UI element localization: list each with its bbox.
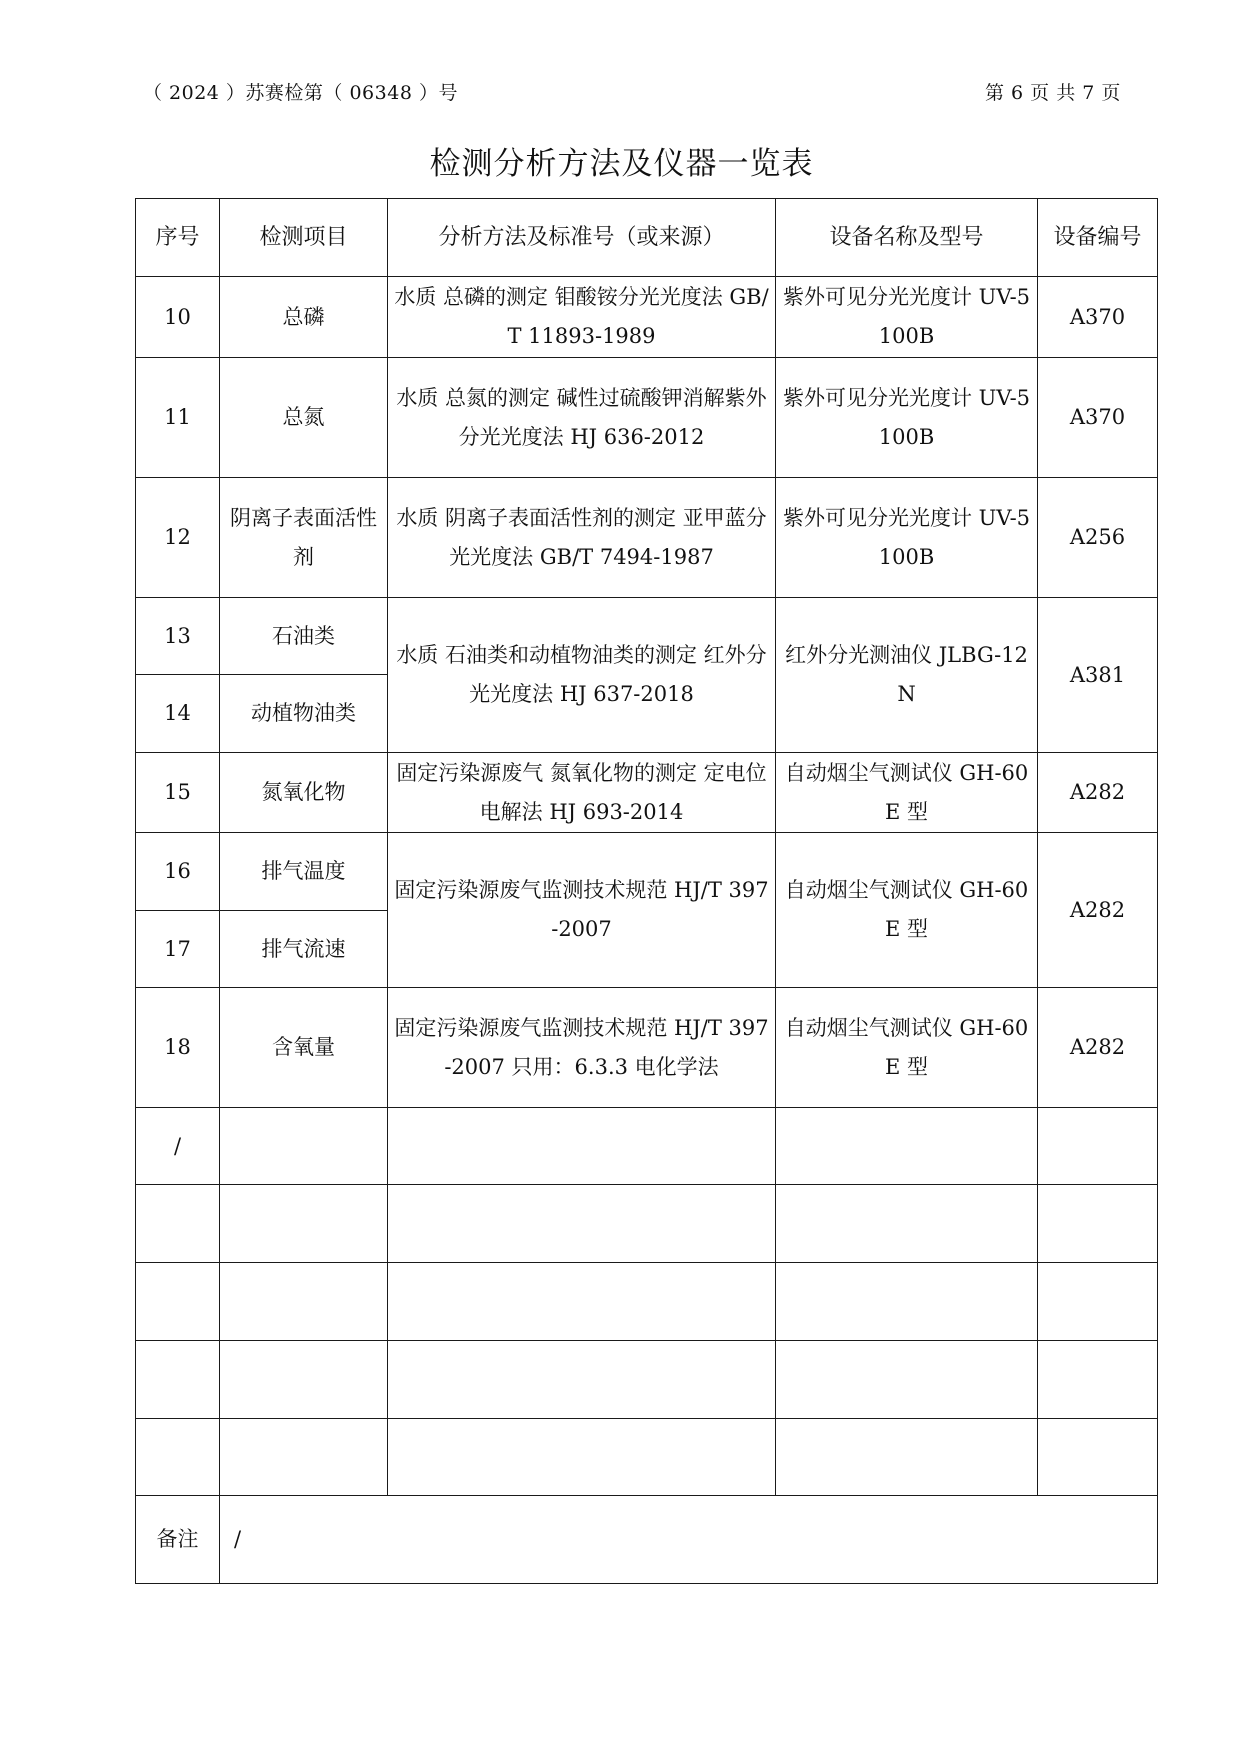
cell-instrument: 自动烟尘气测试仪 GH-60E 型	[776, 833, 1038, 988]
cell-item: 石油类	[220, 598, 388, 675]
cell-item: 总磷	[220, 277, 388, 358]
table-row	[136, 598, 1158, 675]
cell-code	[1038, 1108, 1158, 1185]
page-title: 检测分析方法及仪器一览表	[429, 146, 814, 182]
cell-code: A282	[1038, 988, 1158, 1108]
empty-row	[136, 1419, 1158, 1496]
cell-item: 排气流速	[220, 911, 388, 988]
cell-method: 固定污染源废气监测技术规范 HJ/T 397-2007	[388, 833, 776, 988]
cell-method: 水质 总磷的测定 钼酸铵分光光度法 GB/T 11893-1989	[388, 277, 776, 358]
cell-item: 阴离子表面活性剂	[220, 478, 388, 598]
report-number: （ 2024 ）苏赛检第（ 06348 ）号	[143, 82, 458, 104]
cell-item: 氮氧化物	[220, 753, 388, 833]
cell-item: 排气温度	[220, 833, 388, 911]
cell-method: 水质 石油类和动植物油类的测定 红外分光光度法 HJ 637-2018	[388, 598, 776, 753]
remark-row	[136, 1496, 1158, 1584]
cell-instrument: 红外分光测油仪 JLBG-12N	[776, 598, 1038, 753]
cell-no: 12	[136, 478, 220, 598]
table-row	[136, 833, 1158, 911]
page-info: 第 6 页 共 7 页	[985, 82, 1121, 104]
cell-item	[220, 1108, 388, 1185]
remark-value: /	[220, 1496, 1158, 1584]
cell-no: 18	[136, 988, 220, 1108]
remark-label: 备注	[136, 1496, 220, 1584]
cell-no: 13	[136, 598, 220, 675]
cell-code: A381	[1038, 598, 1158, 753]
table-row	[136, 277, 1158, 358]
cell-instrument: 自动烟尘气测试仪 GH-60E 型	[776, 988, 1038, 1108]
cell-instrument: 紫外可见分光光度计 UV-5100B	[776, 358, 1038, 478]
methods-table	[135, 198, 1158, 1584]
cell-method	[388, 1108, 776, 1185]
cell-no: 16	[136, 833, 220, 911]
empty-row	[136, 1185, 1158, 1263]
cell-item: 动植物油类	[220, 675, 388, 753]
col-header-code: 设备编号	[1038, 199, 1158, 277]
cell-item: 总氮	[220, 358, 388, 478]
cell-no: 11	[136, 358, 220, 478]
cell-no: 10	[136, 277, 220, 358]
cell-instrument: 自动烟尘气测试仪 GH-60E 型	[776, 753, 1038, 833]
cell-code: A282	[1038, 833, 1158, 988]
cell-code: A256	[1038, 478, 1158, 598]
cell-no: /	[136, 1108, 220, 1185]
table-row	[136, 753, 1158, 833]
cell-code: A370	[1038, 277, 1158, 358]
col-header-method: 分析方法及标准号（或来源）	[388, 199, 776, 277]
cell-instrument	[776, 1108, 1038, 1185]
table-row	[136, 1108, 1158, 1185]
cell-no: 15	[136, 753, 220, 833]
col-header-no: 序号	[136, 199, 220, 277]
col-header-instrument: 设备名称及型号	[776, 199, 1038, 277]
cell-code: A282	[1038, 753, 1158, 833]
table-row	[136, 478, 1158, 598]
table-row	[136, 358, 1158, 478]
table-row	[136, 988, 1158, 1108]
cell-method: 固定污染源废气 氮氧化物的测定 定电位电解法 HJ 693-2014	[388, 753, 776, 833]
cell-method: 固定污染源废气监测技术规范 HJ/T 397-2007 只用：6.3.3 电化学法	[388, 988, 776, 1108]
cell-code: A370	[1038, 358, 1158, 478]
empty-row	[136, 1263, 1158, 1341]
cell-no: 17	[136, 911, 220, 988]
cell-no: 14	[136, 675, 220, 753]
table-header-row	[136, 199, 1158, 277]
cell-instrument: 紫外可见分光光度计 UV-5100B	[776, 478, 1038, 598]
cell-method: 水质 阴离子表面活性剂的测定 亚甲蓝分光光度法 GB/T 7494-1987	[388, 478, 776, 598]
cell-item: 含氧量	[220, 988, 388, 1108]
empty-row	[136, 1341, 1158, 1419]
cell-method: 水质 总氮的测定 碱性过硫酸钾消解紫外分光光度法 HJ 636-2012	[388, 358, 776, 478]
cell-instrument: 紫外可见分光光度计 UV-5100B	[776, 277, 1038, 358]
col-header-item: 检测项目	[220, 199, 388, 277]
